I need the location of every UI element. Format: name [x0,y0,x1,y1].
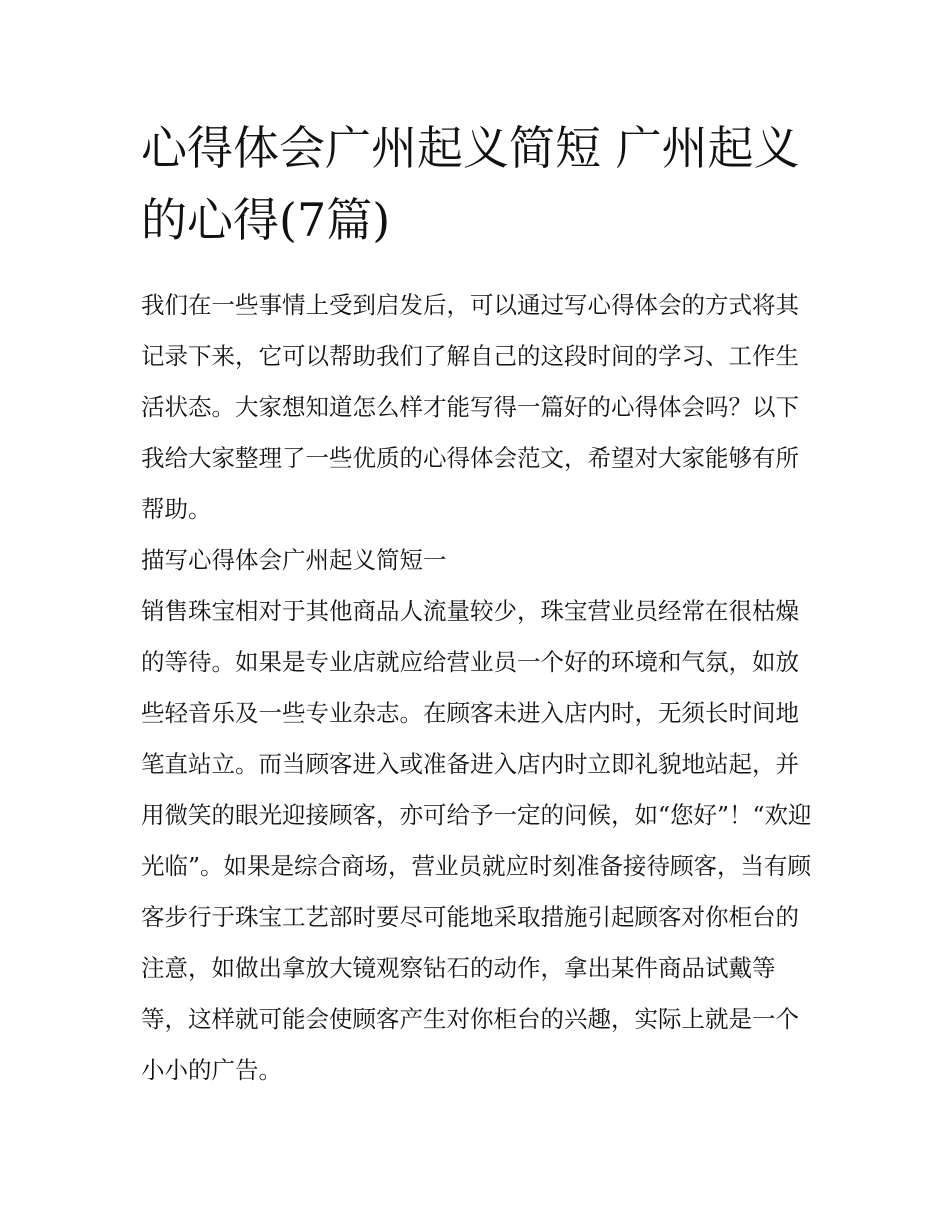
intro-paragraph: 我们在一些事情上受到启发后，可以通过写心得体会的方式将其记录下来，它可以帮助我们了解自己的这段时间的学习、工作生活状态。大家想知道怎么样才能写得一篇好的心得体会吗？以下我给大家整理了一些优质的心得体会范文，希望对大家能够有所帮助。 [141,291,799,523]
section-heading: 描写心得体会广州起义简短一 [141,546,447,574]
document-title: 心得体会广州起义简短 广州起义的心得(7篇) [141,121,800,247]
body-paragraph: 销售珠宝相对于其他商品人流量较少，珠宝营业员经常在很枯燥的等待。如果是专业店就应给营业员一个好的环境和气氛，如放些轻音乐及一些专业杂志。在顾客未进入店内时，无须长时间地笔直站立。而当顾客进入或准备进入店内时立即礼貌地站起，并用微笑的眼光迎接顾客，亦可给予一定的问候，如“您好”！“欢迎光临”。如果是综合商场，营业员就应时刻准备接待顾客，当有顾客步行于珠宝工艺部时要尽可能地采取措施引起顾客对你柜台的注意，如做出拿放大镜观察钻石的动作，拿出某件商品试戴等等，这样就可能会使顾客产生对你柜台的兴趣，实际上就是一个小小的广告。 [141,597,812,1084]
document-body [141,280,817,1096]
